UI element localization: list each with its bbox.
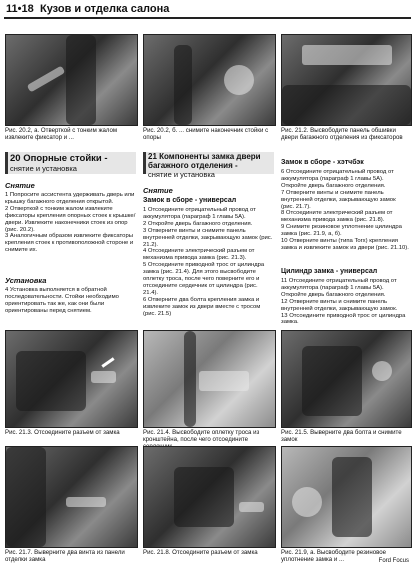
header-rule [4,17,411,19]
photo-21-2 [281,34,412,126]
photo-21-7 [5,446,138,548]
section-20-install-text: 4 Установка выполняется в обратной последовательности. Стойки необходимо ориентировать так же, как они были ориентированы перед снятием. [5,287,119,314]
section-20-removal-text: 1 Попросите ассистента удерживать дверь или крышку багажного отделения открытой. 2 Отверткой с тонким жалом извлеките фиксаторы крепления опорных стоек к крышке/двери. Извлеките наконечники стоек из опор (рис. 20.2). 3 Аналогичным образом извлеките фиксаторы крепления стоек к противоположной стороне и снимите их. [5,192,136,254]
section-21-subtitle: снятие и установка [148,170,215,179]
caption-21-3: Рис. 21.3. Отсоедините разъем от замка [5,429,120,436]
photo-21-3 [5,330,138,428]
page-header [0,0,415,20]
section-21-text: 1 Отсоедините отрицательный провод от аккумулятора (параграф 1 главы 5А). 2 Откройте дверь багажного отделения. 3 Отверните винты и снимите панель внутренней отделки, закрывающую замок (рис. 21.2). 4 Отсоедините электрический разъем от механизма привода замка (рис. 21.3). 5 Отсоедините приводной трос от цилиндра замка (рис. 21.4). Для этого высвободите оплетку троса, после чего поверните его и отсоедините сердечник от цилиндра (рис. 21.4). 6 Отверните два болта крепления замка и извлеките замок из двери вместе с тросом (рис. 21.5) [143,207,273,317]
section-21-title: 21 Компоненты замка двери багажного отделения - [148,152,261,170]
photo-20-2b [143,34,276,126]
caption-21-4: Рис. 21.4. Высвободите оплетку троса из кронштейна, после чего отсоедините [143,429,260,444]
caption-21-5: Рис. 21.5. Выверните два болта и снимите замок [281,429,402,444]
lock-hatchback-heading: Замок в сборе - хэтчбэк [281,159,364,166]
caption-21-2: Рис. 21.2. Высвободите панель обшивки двери багажного отделения из фиксаторов [281,127,403,142]
caption-21-8: Рис. 21.8. Отсоедините разъем от замка [143,549,258,556]
caption-20-2a: Рис. 20.2, a. Отверткой с тонким жалом извлеките фиксатор и ... [5,127,118,142]
footer-model: Ford Focus [378,558,409,564]
lock-hatchback-text: 6 Отсоедините отрицательный провод от аккумулятора (параграф 1 главы 5А). Откройте дверь багажного отделения. 7 Отверните винты и снимите панель внутренней отделки, закрывающую замок (рис. 21.7). 8 Отсоедините электрический разъем от механизма привода замка (рис. 21.8). 9 Снимите резиновое уплотнение цилиндра замка (рис. 21.9, а, б). 10 Отверните винты (типа Torx) крепления замка и извлеките замок из двери (рис. 21.10). [281,169,409,251]
section-20-install-heading: Установка [5,276,47,285]
section-21-removal-heading: Снятие [143,186,173,195]
photo-21-5 [281,330,412,428]
photo-20-2a [5,34,138,126]
page-number: 11•18 [6,3,34,15]
photo-21-8 [143,446,276,548]
photo-21-9a [281,446,412,548]
cylinder-universal-heading: Цилиндр замка - универсал [281,268,378,275]
section-20-subtitle: снятие и установка [10,164,77,173]
caption-20-2b: Рис. 20.2, б. ... снимите наконечник стойки с опоры [143,127,269,142]
lock-universal-heading: Замок в сборе - универсал [143,197,237,204]
cylinder-universal-text: 11 Отсоедините отрицательный провод от аккумулятора (параграф 1 главы 5А). Откройте дверь багажного отделения. 12 Отверните винты и снимите панель внутренней отделки, закрывающую замок. 13 Отсоедините приводной трос от цилиндра замка. [281,278,406,326]
section-20-title: 20 Опорные стойки - [10,153,108,164]
photo-21-4 [143,330,276,428]
caption-21-7: Рис. 21.7. Выверните два винта из панели отделки замка [5,549,125,564]
section-20-removal-heading: Снятие [5,181,35,190]
caption-21-9a: Рис. 21.9, а. Высвободите резиновое уплотнение замка и ... [281,549,387,564]
chapter-title: Кузов и отделка салона [40,3,170,15]
